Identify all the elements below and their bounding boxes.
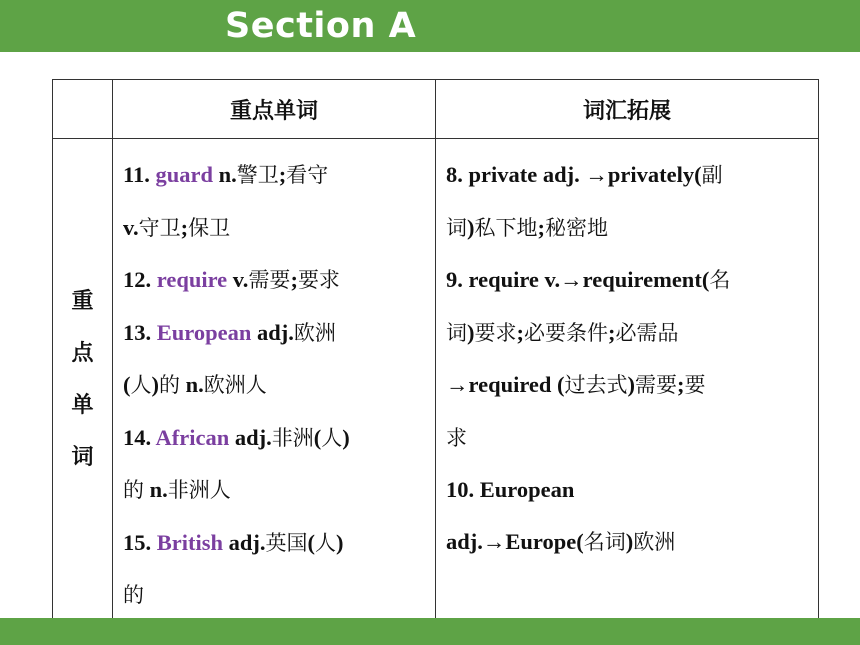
entry-text: (: [123, 372, 131, 397]
header-vocab-expansion: 词汇拓展: [436, 80, 819, 139]
chinese-text: 名词: [583, 529, 626, 554]
chinese-text: 非洲人: [167, 478, 231, 502]
entry-text: ;: [677, 372, 685, 397]
footer-bar: [0, 618, 860, 645]
chinese-text: 英国: [265, 530, 308, 555]
chinese-text: 人: [321, 425, 343, 450]
entry-line: [123, 569, 429, 622]
entry-line: [123, 464, 429, 517]
table-body-row: [53, 139, 819, 623]
side-label-char: 重: [71, 289, 94, 315]
chinese-text: 必需品: [615, 320, 679, 345]
chinese-text: 秘密地: [545, 215, 608, 240]
chinese-text: 私下地: [474, 215, 538, 240]
entry-line: [446, 149, 812, 202]
chinese-text: 词: [446, 215, 467, 240]
chinese-text: 必要条件: [524, 320, 608, 345]
chinese-text: 要求: [297, 268, 340, 292]
vocab-expansion-list: [436, 139, 818, 568]
chinese-text: 人: [130, 373, 152, 397]
chinese-text: 要: [684, 373, 706, 397]
entry-line: [123, 149, 429, 202]
entry-line: [123, 359, 429, 412]
chinese-text: 需要: [248, 268, 291, 292]
chinese-text: 保卫: [188, 215, 231, 240]
vocabulary-table: [52, 79, 819, 623]
keyword: require: [156, 267, 228, 292]
entry-line: [123, 412, 429, 465]
section-title: Section A: [225, 6, 417, 46]
vocab-expansion-cell: [436, 139, 819, 623]
title-bar: [0, 0, 860, 52]
entry-text: 11.: [123, 162, 156, 187]
entry-line: [446, 254, 812, 307]
chinese-text: 的: [159, 373, 180, 397]
entry-line: [446, 412, 812, 465]
side-label-cell: [53, 139, 113, 623]
chinese-text: 欧洲: [293, 320, 336, 345]
entry-text: ): [336, 529, 344, 555]
entry-text: 15.: [123, 529, 157, 555]
entry-text: n.: [213, 162, 237, 187]
chinese-text: 欧洲人: [203, 373, 267, 397]
entry-text: (: [307, 529, 316, 555]
chinese-text: 副: [701, 163, 723, 187]
entry-text: →required (: [446, 372, 565, 397]
header-key-words: 重点单词: [113, 80, 436, 139]
chinese-text: 需要: [635, 373, 678, 397]
chinese-text: 词: [446, 320, 467, 345]
entry-text: adj.: [229, 424, 272, 450]
chinese-text: 欧洲: [633, 529, 676, 554]
entry-text: ): [467, 214, 475, 240]
keyword: African: [155, 424, 230, 450]
chinese-text: 守卫: [138, 215, 181, 240]
entry-text: ): [342, 424, 350, 450]
corner-cell: [53, 80, 113, 139]
side-label-char: 点: [71, 341, 94, 367]
entry-text: ;: [516, 319, 524, 345]
entry-text: adj.: [251, 319, 294, 345]
entry-text: adj.→Europe(: [446, 528, 584, 554]
table-header-row: [53, 80, 819, 139]
key-words-list: [113, 139, 435, 622]
entry-text: ): [625, 528, 634, 554]
entry-line: [446, 307, 812, 360]
entry-line: [446, 202, 812, 255]
keyword: European: [156, 319, 252, 345]
entry-text: ): [151, 372, 159, 397]
chinese-text: 过去式: [564, 373, 628, 397]
chinese-text: 的: [123, 583, 144, 607]
entry-text: ;: [180, 214, 189, 240]
entry-text: 9. require v.→requirement(: [446, 267, 710, 292]
entry-line: [123, 202, 429, 255]
entry-line: [123, 254, 429, 307]
entry-text: adj.: [223, 529, 266, 555]
chinese-text: 警卫: [236, 163, 279, 187]
chinese-text: 人: [315, 530, 337, 555]
entry-line: [123, 307, 429, 360]
chinese-text: 看守: [286, 163, 329, 187]
entry-text: ): [467, 319, 475, 345]
side-label-char: 单: [71, 393, 94, 419]
entry-text: n.: [144, 477, 168, 502]
chinese-text: 求: [446, 425, 467, 450]
entry-text: 8. private adj. →privately(: [446, 162, 702, 187]
entry-text: ;: [278, 162, 287, 187]
entry-text: (: [313, 424, 322, 450]
entry-text: ): [627, 372, 636, 397]
keyword: guard: [155, 162, 214, 187]
entry-line: [446, 516, 812, 569]
entry-line: [446, 359, 812, 412]
side-label-char: 词: [71, 445, 94, 471]
chinese-text: 的: [123, 478, 144, 502]
chinese-text: 名: [709, 268, 731, 292]
entry-line: [446, 464, 812, 516]
entry-text: ;: [537, 214, 545, 240]
entry-text: 14.: [123, 424, 156, 450]
entry-text: n.: [180, 372, 204, 397]
key-words-cell: [113, 139, 436, 623]
chinese-text: 要求: [474, 320, 517, 345]
entry-text: v.: [123, 214, 139, 240]
entry-text: 12.: [123, 267, 157, 292]
entry-text: 10. European: [446, 477, 575, 502]
entry-text: v.: [227, 267, 249, 292]
entry-text: ;: [608, 319, 616, 345]
entry-line: [123, 517, 429, 570]
entry-text: ;: [290, 267, 298, 292]
keyword: British: [156, 529, 224, 555]
entry-text: 13.: [123, 319, 157, 345]
chinese-text: 非洲: [271, 425, 314, 450]
